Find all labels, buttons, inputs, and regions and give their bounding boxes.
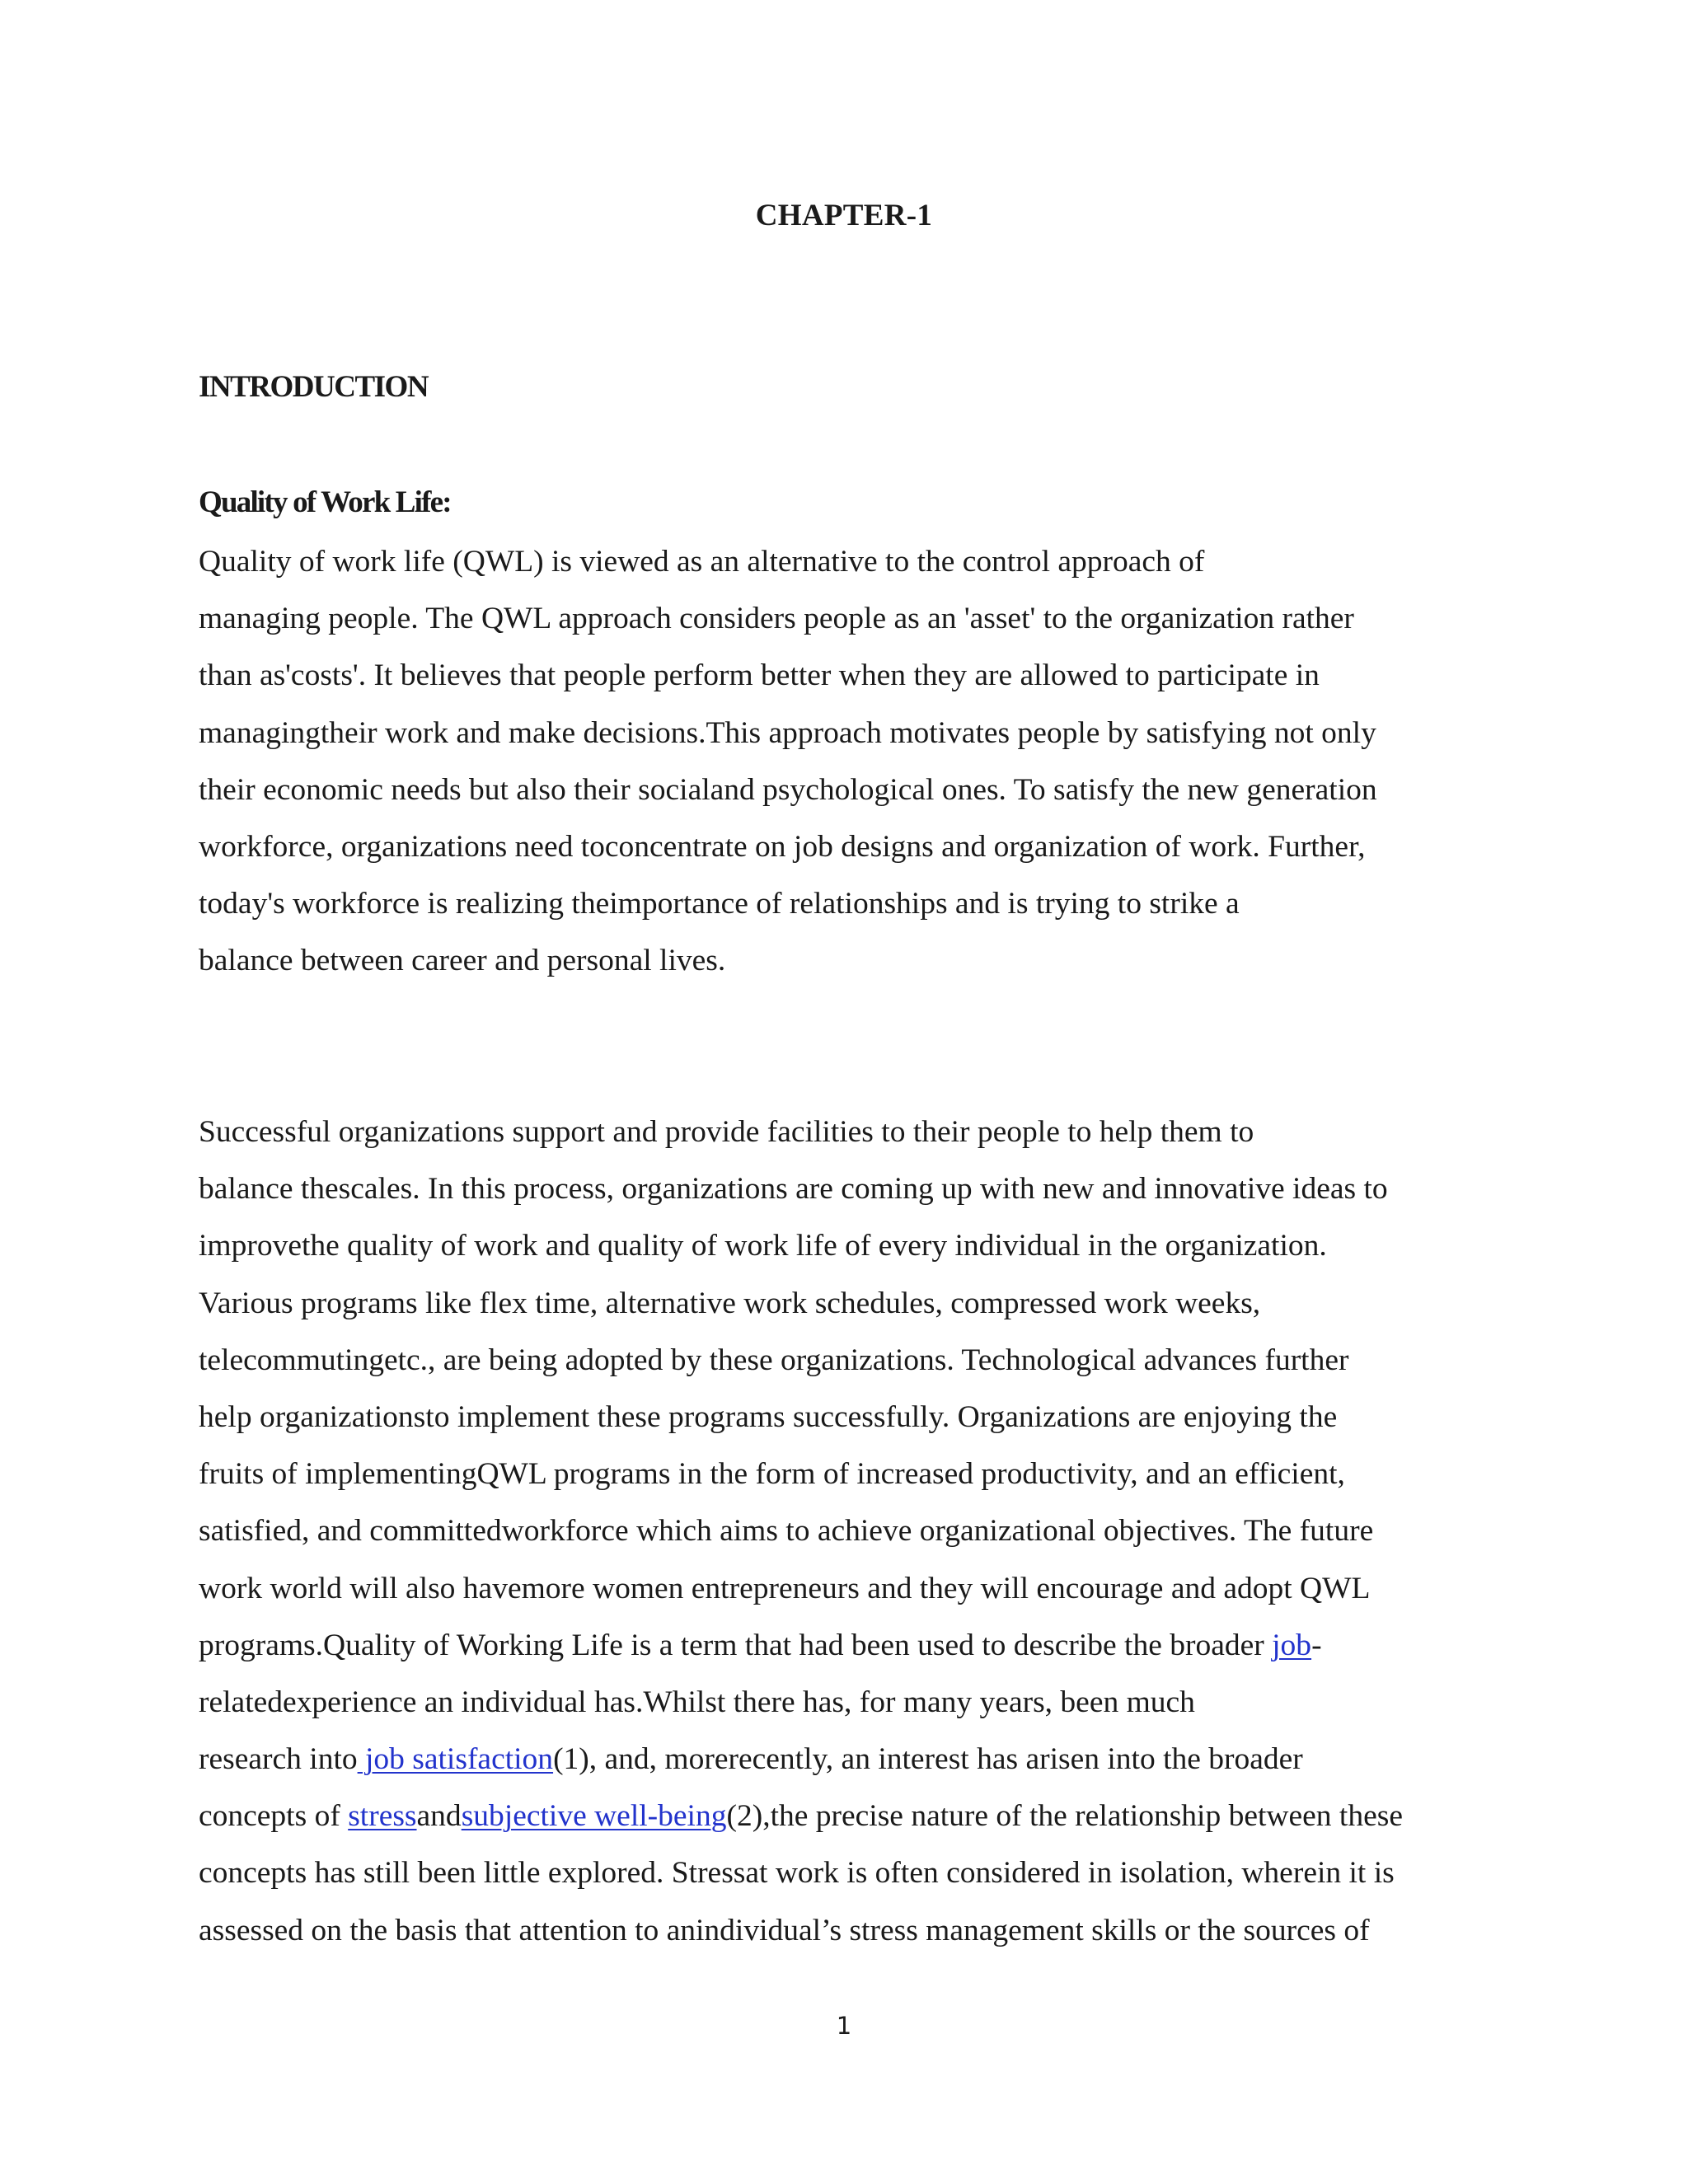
paragraph-line-with-links [199, 1788, 1534, 1844]
section-heading: INTRODUCTION [199, 370, 429, 404]
paragraph-line: balance between career and personal lives. [199, 944, 726, 978]
page-number: 1 [836, 2012, 852, 2040]
paragraph-line: concepts has still been little explored. Stressat work is often considered in isolation, wherein it is [199, 1856, 1395, 1891]
paragraph-line: their economic needs but also their socialand psychological ones. To satisfy the new generation [199, 772, 1377, 807]
sub-heading: Quality of Work Life: [199, 485, 451, 519]
paragraph-line: managing people. The QWL approach considers people as an 'asset' to the organization rather [199, 602, 1354, 636]
paragraph-line: today's workforce is realizing theimportance of relationships and is trying to strike a [199, 887, 1240, 921]
paragraph-line: workforce, organizations need toconcentrate on job designs and organization of work. Further, [199, 829, 1366, 864]
paragraph-line-with-link [199, 1731, 1534, 1788]
paragraph-line: help organizationsto implement these programs successfully. Organizations are enjoying the [199, 1399, 1338, 1434]
paragraph-line: assessed on the basis that attention to anindividual’s stress management skills or the sources of [199, 1913, 1370, 1947]
job-satisfaction-link[interactable]: job satisfaction [357, 1742, 554, 1777]
paragraph-line: fruits of implementingQWL programs in the form of increased productivity, and an efficient, [199, 1457, 1345, 1492]
paragraph-line: telecommutingetc., are being adopted by these organizations. Technological advances further [199, 1343, 1349, 1377]
line-text: research into [199, 1742, 358, 1777]
paragraph-line: Various programs like flex time, alternative work schedules, compressed work weeks, [199, 1286, 1261, 1320]
paragraph-line: relatedexperience an individual has.Whilst there has, for many years, been much [199, 1685, 1195, 1719]
paragraph-line: work world will also havemore women entrepreneurs and they will encourage and adopt QWL [199, 1571, 1371, 1605]
stress-link[interactable]: stress [348, 1799, 417, 1834]
paragraph-line-with-link [199, 1617, 1534, 1674]
paragraph-line: Successful organizations support and provide facilities to their people to help them to [199, 1115, 1254, 1149]
line-text: (1), and, morerecently, an interest has arisen into the broader [553, 1742, 1303, 1777]
line-text: - [1311, 1628, 1322, 1662]
line-text: and [416, 1799, 462, 1834]
paragraph-line: satisfied, and committedworkforce which aims to achieve organizational objectives. The future [199, 1514, 1374, 1549]
chapter-title: CHAPTER-1 [755, 199, 933, 232]
line-text: (2),the precise nature of the relationship between these [726, 1799, 1403, 1834]
line-text: concepts of [199, 1799, 349, 1834]
paragraph-line: than as'costs'. It believes that people perform better when they are allowed to participate in [199, 658, 1320, 693]
subjective-well-being-link[interactable]: subjective well-being [461, 1799, 727, 1834]
paragraph-2 [199, 1104, 1534, 1959]
paragraph-1 [199, 533, 1534, 990]
job-link[interactable]: job [1272, 1628, 1312, 1662]
paragraph-line: improvethe quality of work and quality of work life of every individual in the organization. [199, 1229, 1327, 1263]
line-text: programs.Quality of Working Life is a term that had been used to describe the broader [199, 1628, 1273, 1662]
paragraph-line: managingtheir work and make decisions.This approach motivates people by satisfying not only [199, 715, 1376, 750]
paragraph-line: Quality of work life (QWL) is viewed as an alternative to the control approach of [199, 545, 1205, 579]
paragraph-line: balance thescales. In this process, organizations are coming up with new and innovative ideas to [199, 1172, 1388, 1207]
